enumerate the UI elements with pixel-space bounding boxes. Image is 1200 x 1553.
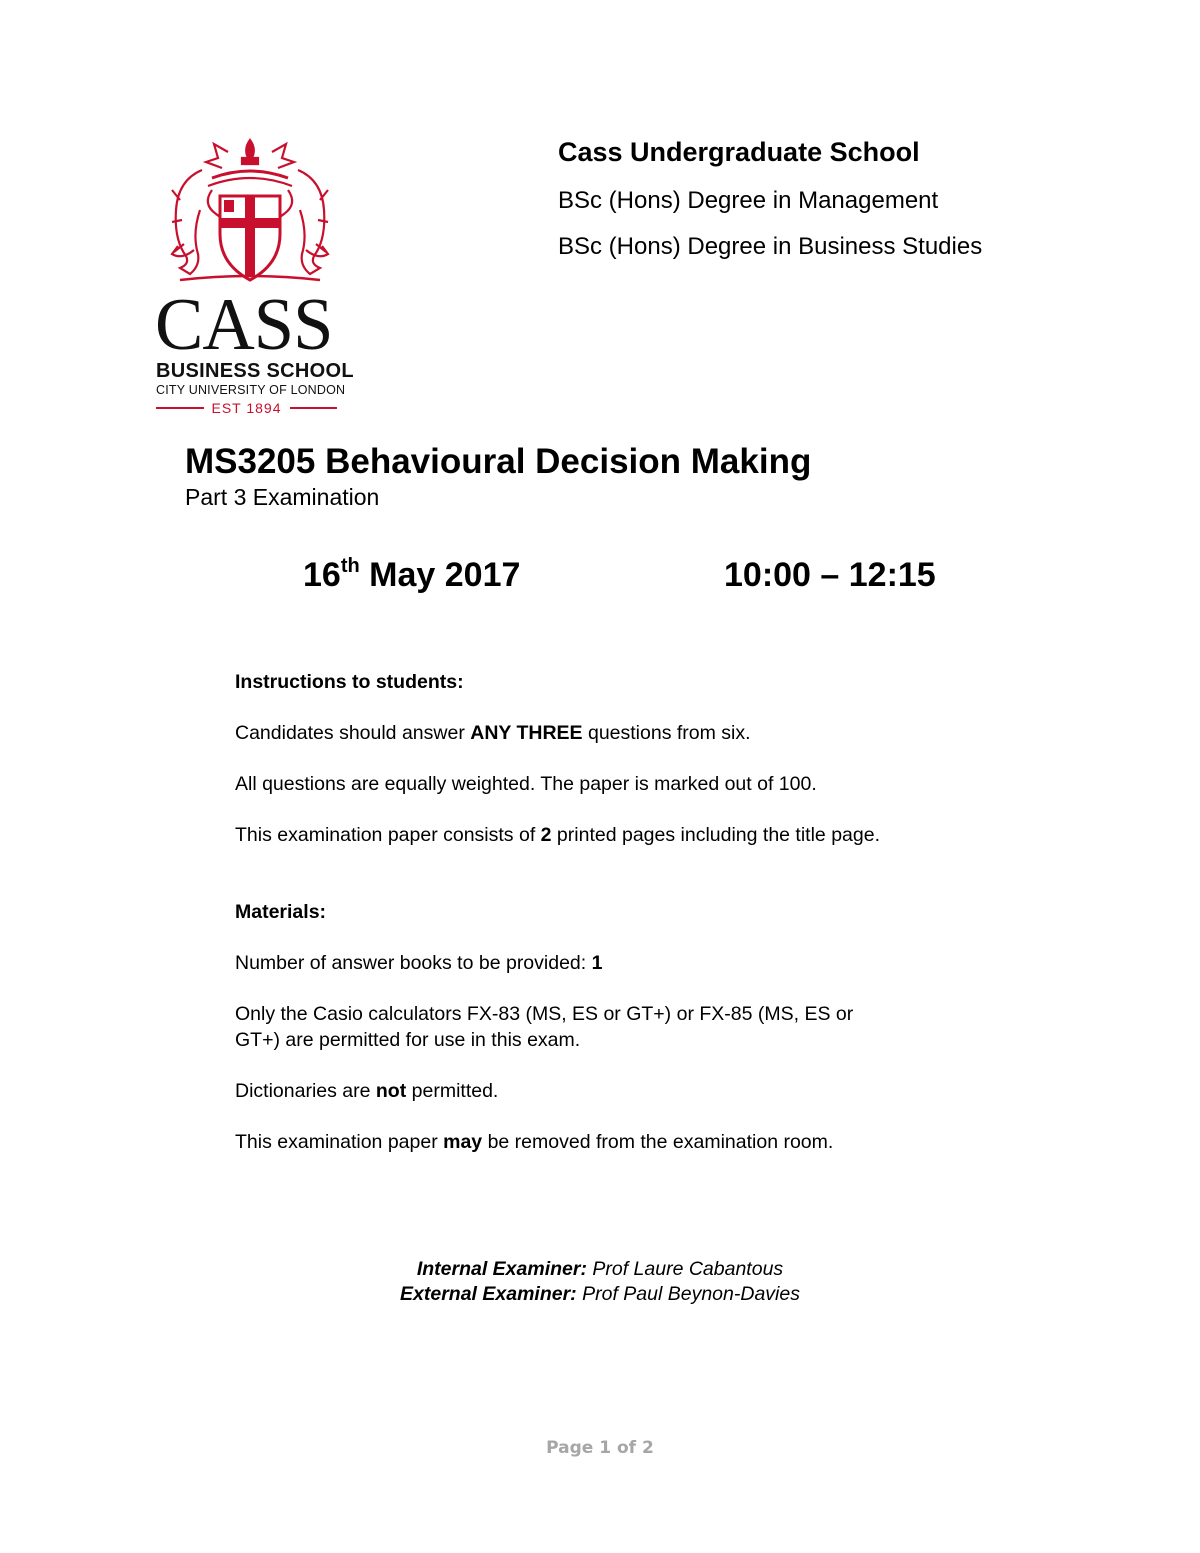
- label: External Examiner:: [400, 1283, 577, 1305]
- value: Prof Paul Beynon-Davies: [576, 1283, 800, 1305]
- exam-time: 10:00 – 12:15: [724, 556, 936, 594]
- date-suffix: th: [340, 555, 360, 577]
- text-run-bold: ANY THREE: [470, 722, 583, 744]
- course-subtitle: Part 3 Examination: [185, 484, 380, 510]
- label: Internal Examiner:: [416, 1258, 587, 1280]
- materials-line-3: [235, 1078, 995, 1104]
- logo-established-row: [156, 399, 337, 417]
- materials-line-2b: GT+) are permitted for use in this exam.: [235, 1029, 581, 1051]
- exam-date: [303, 555, 520, 595]
- internal-examiner: [0, 1256, 1200, 1282]
- page-number: Page 1 of 2: [546, 1438, 654, 1458]
- instructions-line-3: [235, 822, 995, 848]
- text-run: printed pages including the title page.: [551, 824, 880, 846]
- divider: [156, 407, 204, 409]
- text-run: questions from six.: [582, 722, 751, 744]
- logo-subname: BUSINESS SCHOOL: [156, 360, 354, 382]
- text-run: permitted.: [406, 1080, 499, 1102]
- cass-crest-logo: [150, 130, 350, 290]
- divider: [290, 407, 338, 409]
- course-title: MS3205 Behavioural Decision Making: [185, 442, 812, 481]
- text-run: Candidates should answer: [235, 722, 471, 744]
- degree-management: BSc (Hons) Degree in Management: [558, 187, 939, 214]
- materials-line-2a: Only the Casio calculators FX-83 (MS, ES or GT+) or FX-85 (MS, ES or: [235, 1003, 854, 1025]
- instructions-line-2: All questions are equally weighted. The paper is marked out of 100.: [235, 773, 817, 795]
- date-month-year: May 2017: [359, 556, 521, 594]
- materials-heading: Materials:: [235, 901, 327, 923]
- text-run: Dictionaries are: [235, 1080, 376, 1102]
- text-run-bold: 1: [591, 952, 603, 974]
- text-run-bold: not: [375, 1080, 407, 1102]
- text-run: Number of answer books to be provided:: [235, 952, 592, 974]
- degree-business-studies: BSc (Hons) Degree in Business Studies: [558, 233, 983, 260]
- text-run: This examination paper: [235, 1131, 444, 1153]
- instructions-line-1: [235, 720, 995, 746]
- school-name: Cass Undergraduate School: [558, 137, 920, 167]
- text-run: This examination paper consists of: [235, 824, 541, 846]
- instructions-heading: Instructions to students:: [235, 671, 464, 693]
- text-run-bold: 2: [540, 824, 552, 846]
- logo-wordmark: CASS: [155, 284, 333, 366]
- date-day: 16: [303, 556, 341, 594]
- logo-affiliation: CITY UNIVERSITY OF LONDON: [156, 383, 346, 397]
- logo-established: EST 1894: [211, 400, 282, 416]
- value: Prof Laure Cabantous: [586, 1258, 784, 1280]
- materials-line-4: [235, 1129, 995, 1155]
- text-run-bold: may: [443, 1131, 483, 1153]
- materials-line-1: [235, 950, 995, 976]
- text-run: be removed from the examination room.: [482, 1131, 834, 1153]
- external-examiner: [0, 1281, 1200, 1307]
